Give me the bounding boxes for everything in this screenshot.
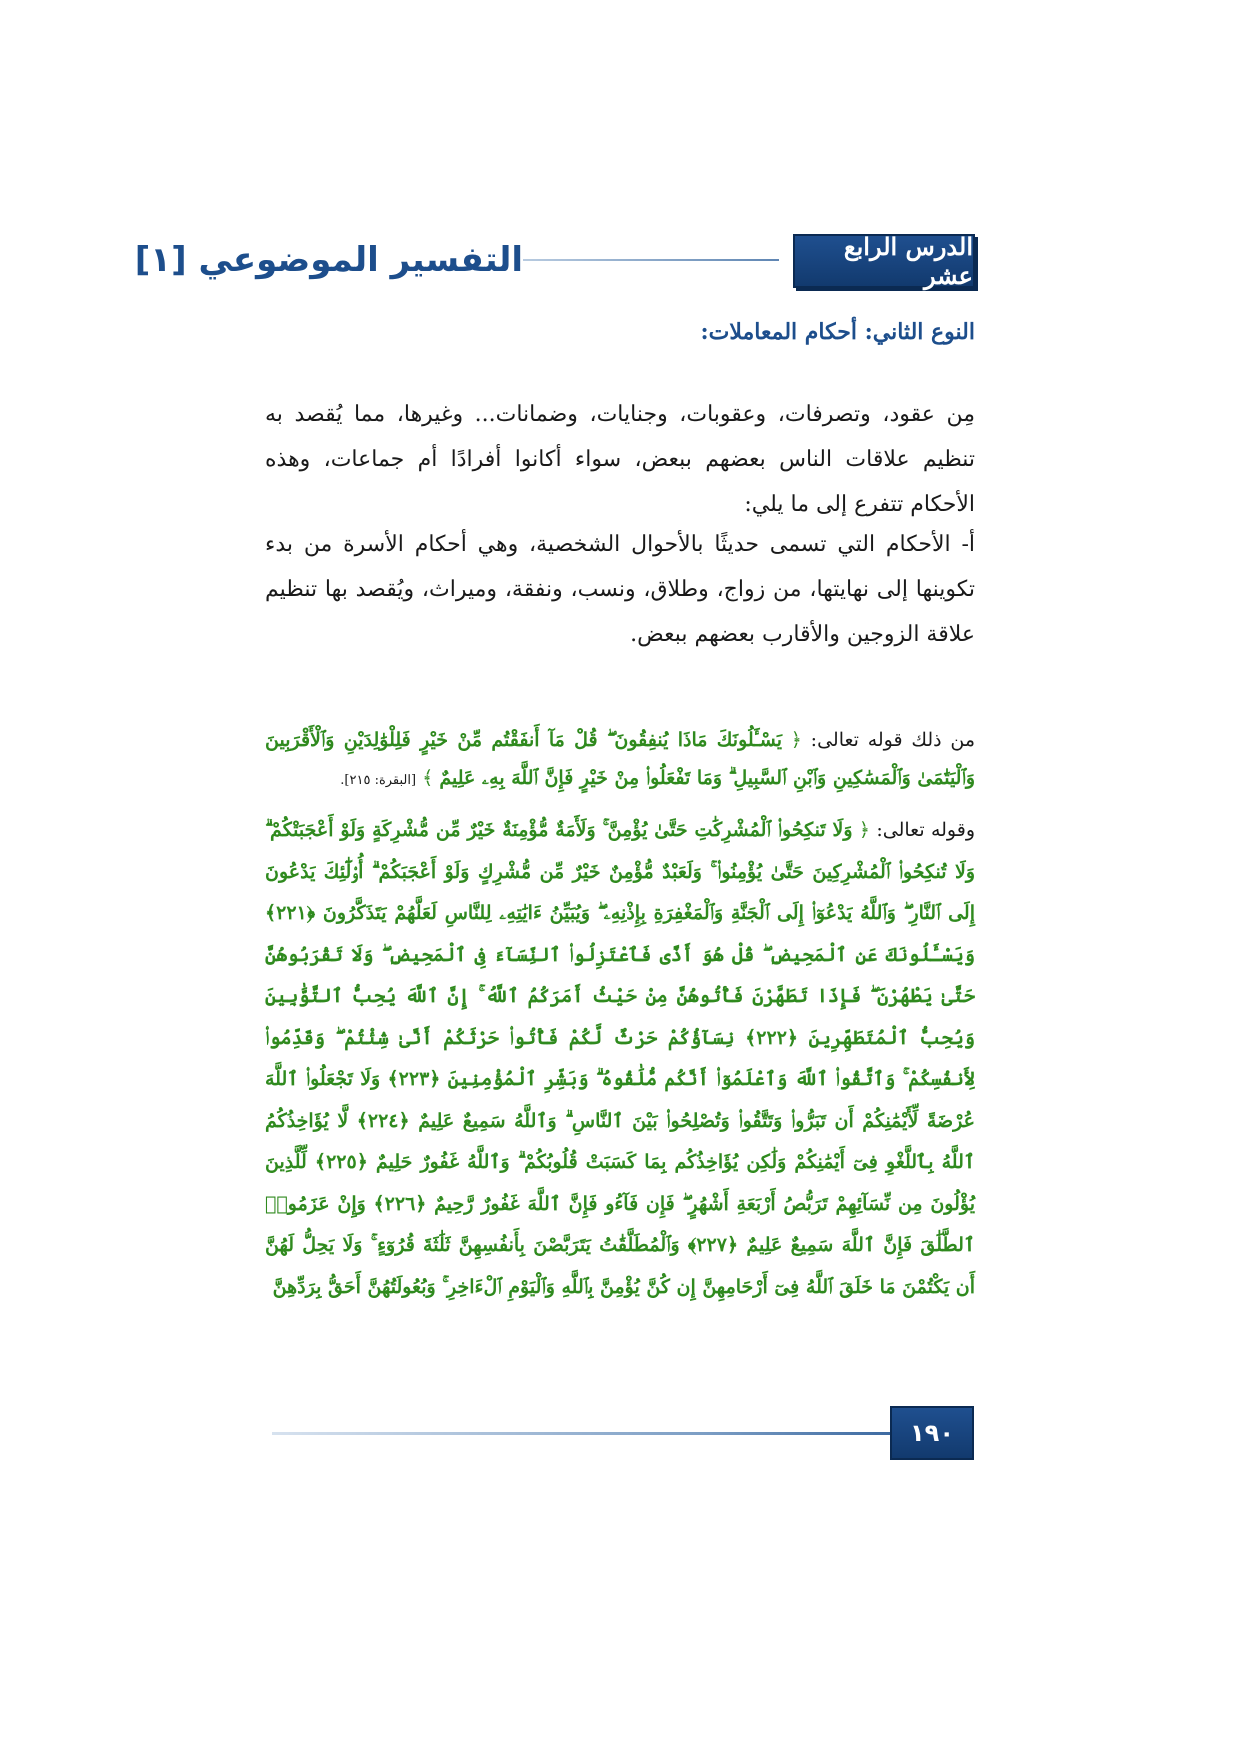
paragraph-intro: مِن عقود، وتصرفات، وعقوبات، وجنايات، وضمانات... وغيرها، مما يُقصد به تنظيم علاقات الناس بعضهم ببعض، سواء أكانوا أفرادًا أم جماعات، وهذه الأحكام تتفرع إلى ما يلي: <box>265 402 975 517</box>
quran-verse: وَلَا تَنكِحُوا۟ ٱلْمُشْرِكَٰتِ حَتَّىٰ يُؤْمِنَّ ۚ وَلَأَمَةٌ مُّؤْمِنَةٌ خَيْرٌ مِّن مُّشْرِكَةٍ وَلَوْ أَعْجَبَتْكُمْ ۗ وَلَا تُنكِحُوا۟ ٱلْمُشْرِكِينَ حَتَّىٰ يُؤْمِنُوا۟ ۚ وَلَعَبْدٌ مُّؤْمِنٌ خَيْرٌ مِّن مُّشْرِكٍ وَلَوْ أَعْجَبَكُمْ ۗ أُو۟لَٰٓئِكَ يَدْعُونَ إِلَى ٱلنَّارِ ۖ وَٱللَّهُ يَدْعُوٓا۟ إِلَى ٱلْجَنَّةِ وَٱلْمَغْفِرَةِ بِإِذْنِهِۦ ۖ وَيُبَيِّنُ ءَايَٰتِهِۦ لِلنَّاسِ لَعَلَّهُمْ يَتَذَكَّرُونَ ﴿٢٢١﴾ وَيَسْـَٔلُونَكَ عَنِ ٱلْمَحِيضِ ۖ قُلْ هُوَ أَذًى فَٱعْتَزِلُوا۟ ٱلنِّسَآءَ فِى ٱلْمَحِيضِ ۖ وَلَا تَقْرَبُوهُنَّ حَتَّىٰ يَطْهُرْنَ ۖ فَإِذَا تَطَهَّرْنَ فَأْتُوهُنَّ مِنْ حَيْثُ أَمَرَكُمُ ٱللَّهُ ۚ إِنَّ ٱللَّهَ يُحِبُّ ٱلتَّوَّٰبِينَ وَيُحِبُّ ٱلْمُتَطَهِّرِينَ ﴿٢٢٢﴾ نِسَآؤُكُمْ حَرْثٌ لَّكُمْ فَأْتُوا۟ حَرْثَكُمْ أَنَّىٰ شِئْتُمْ ۖ وَقَدِّمُوا۟ لِأَنفُسِكُمْ ۚ وَٱتَّقُوا۟ ٱللَّهَ وَٱعْلَمُوٓا۟ أَنَّكُم مُّلَٰقُوهُ ۗ وَبَشِّرِ ٱلْمُؤْمِنِينَ ﴿٢٢٣﴾ وَلَا تَجْعَلُوا۟ ٱللَّهَ عُرْضَةً لِّأَيْمَٰنِكُمْ أَن تَبَرُّوا۟ وَتَتَّقُوا۟ وَتُصْلِحُوا۟ بَيْنَ ٱلنَّاسِ ۗ وَٱللَّهُ سَمِيعٌ عَلِيمٌ ﴿٢٢٤﴾ لَّا يُؤَاخِذُكُمُ ٱللَّهُ بِٱللَّغْوِ فِىٓ أَيْمَٰنِكُمْ وَلَٰكِن يُؤَاخِذُكُم بِمَا كَسَبَتْ قُلُوبُكُمْ ۗ وَٱللَّهُ غَفُورٌ حَلِيمٌ ﴿٢٢٥﴾ لِّلَّذِينَ يُؤْلُونَ مِن نِّسَآئِهِمْ تَرَبُّصُ أَرْبَعَةِ أَشْهُرٍ ۖ فَإِن فَآءُو فَإِنَّ ٱللَّهَ غَفُورٌ رَّحِيمٌ ﴿٢٢٦﴾ وَإِنْ عَزَمُوا۟ ٱلطَّلَٰقَ فَإِنَّ ٱللَّهَ سَمِيعٌ عَلِيمٌ ﴿٢٢٧﴾ وَٱلْمُطَلَّقَٰتُ يَتَرَبَّصْنَ بِأَنفُسِهِنَّ ثَلَٰثَةَ قُرُوٓءٍ ۚ وَلَا يَحِلُّ لَهُنَّ أَن يَكْتُمْنَ مَا خَلَقَ ٱللَّهُ فِىٓ أَرْحَامِهِنَّ إِن كُنَّ يُؤْمِنَّ بِٱللَّهِ وَٱلْيَوْمِ ٱلْءَاخِرِ ۚ وَبُعُولَتُهُنَّ أَحَقُّ بِرَدِّهِنَّ <box>265 819 976 1298</box>
paragraph-personal-status: أ- الأحكام التي تسمى حديثًا بالأحوال الشخصية، وهي أحكام الأسرة من بدء تكوينها إلى نهايتها، من زواج، وطلاق، ونسب، ونفقة، وميراث، ويُقصد بها تنظيم علاقة الزوجين والأقارب بعضهم ببعض. <box>265 532 975 647</box>
quote-open-bracket: ﴿ <box>858 819 871 841</box>
quran-verse: يَسْـَٔلُونَكَ مَاذَا يُنفِقُونَ ۖ قُلْ مَآ أَنفَقْتُم مِّنْ خَيْرٍ فَلِلْوَٰلِدَيْنِ وَٱلْأَقْرَبِينَ وَٱلْيَتَٰمَىٰ وَٱلْمَسَٰكِينِ وَٱبْنِ ٱلسَّبِيلِ ۗ وَمَا تَفْعَلُوا۟ مِنْ خَيْرٍ فَإِنَّ ٱللَّهَ بِهِۦ عَلِيمٌ <box>265 729 975 789</box>
page-number: ١٩٠ <box>890 1406 974 1460</box>
quote-intro: وقوله تعالى: <box>870 819 975 841</box>
verse-reference: [البقرة: ٢١٥]. <box>340 773 417 788</box>
page-header <box>134 232 975 292</box>
quote-baqarah-215 <box>265 721 975 800</box>
section-heading: النوع الثاني: أحكام المعاملات: <box>700 319 975 345</box>
header-divider <box>523 259 779 261</box>
quote-close-bracket: ﴾ <box>422 767 434 789</box>
lesson-badge: الدرس الرابع عشر <box>793 234 975 288</box>
footer-divider <box>272 1432 892 1435</box>
quote-open-bracket: ﴿ <box>790 729 802 751</box>
quote-baqarah-221-228 <box>265 810 975 1308</box>
quote-intro: من ذلك قوله تعالى: <box>801 729 975 751</box>
book-title: التفسير الموضوعي [١] <box>134 240 523 280</box>
